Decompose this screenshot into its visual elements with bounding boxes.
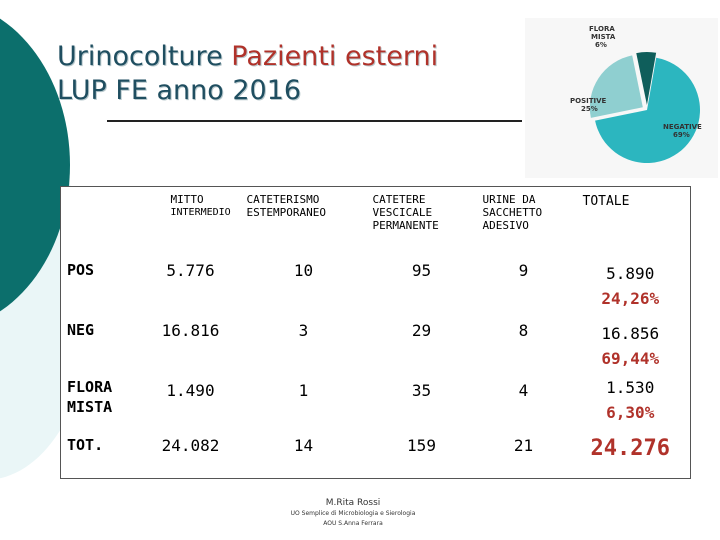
table-row-tot xyxy=(61,426,691,479)
cell-mitto: 5.776 xyxy=(166,261,215,280)
table-header-row xyxy=(61,187,691,252)
author-name: M.Rita Rossi xyxy=(325,498,381,508)
pie-label-positive: POSITIVE xyxy=(570,97,607,105)
cell-urine: 9 xyxy=(518,261,529,280)
title-line-1 xyxy=(57,40,438,74)
header-catv-line1: CATETERE xyxy=(372,193,426,206)
total-percent: 6,30% xyxy=(606,403,655,422)
cell-mitto: 1.490 xyxy=(166,381,215,400)
author-unit: UO Semplice di Microbiologia e Sierologia xyxy=(290,510,416,517)
row-label-line1: FLORA xyxy=(67,378,113,396)
pie-chart xyxy=(525,18,718,178)
header-mitto xyxy=(141,187,241,252)
cell-totale xyxy=(571,311,691,371)
cell-catetere: 159 xyxy=(407,436,436,455)
pie-label-negative: NEGATIVE xyxy=(663,123,702,131)
title-line-2: LUP FE anno 2016 xyxy=(57,75,302,106)
cell-catetere: 35 xyxy=(411,381,432,400)
pie-label-negative-pct: 69% xyxy=(673,131,690,139)
cell-catetere: 29 xyxy=(411,321,432,340)
row-label: TOT. xyxy=(67,436,104,454)
total-value: 5.890 xyxy=(606,264,655,283)
cell-urine: 8 xyxy=(518,321,529,340)
row-label xyxy=(61,371,141,426)
cell-mitto: 16.816 xyxy=(161,321,220,340)
cell-catetere: 95 xyxy=(411,261,432,280)
cell-totale xyxy=(571,371,691,426)
cell-mitto: 24.082 xyxy=(161,436,220,455)
pie-slice-positive xyxy=(590,55,643,118)
header-totale: TOTALE xyxy=(582,194,630,209)
pie-label-positive-pct: 25% xyxy=(581,105,598,113)
row-label: NEG xyxy=(67,321,95,339)
row-label-line2: MISTA xyxy=(67,398,113,416)
title-underline xyxy=(107,120,522,122)
header-catetere xyxy=(367,187,477,252)
row-label: POS xyxy=(67,261,95,279)
author-organization: AOU S.Anna Ferrara xyxy=(323,520,383,527)
cell-cateterismo: 3 xyxy=(298,321,309,340)
table-row-pos xyxy=(61,251,691,311)
title-accent: Pazienti esterni xyxy=(231,41,439,72)
table-row-neg xyxy=(61,311,691,371)
total-value: 16.856 xyxy=(601,324,660,343)
total-value: 1.530 xyxy=(606,378,655,397)
table-row-flora-mista xyxy=(61,371,691,426)
header-urine-line3: ADESIVO xyxy=(482,219,529,232)
header-catv-line2: VESCICALE xyxy=(372,206,433,219)
total-percent: 69,44% xyxy=(601,349,660,368)
author-credit xyxy=(258,497,448,529)
slide-title xyxy=(57,40,438,108)
cell-urine: 21 xyxy=(513,436,534,455)
pie-chart-svg xyxy=(525,18,718,178)
header-cat-line2: ESTEMPORANEO xyxy=(246,206,326,219)
pie-label-flora-line2: MISTA xyxy=(591,33,616,41)
total-percent: 24,26% xyxy=(601,289,660,308)
pie-label-flora-line1: FLORA xyxy=(589,25,615,33)
title-word-1: Urinocolture xyxy=(57,41,223,72)
header-mitto-line2: INTERMEDIO xyxy=(170,207,231,218)
grand-total: 24.276 xyxy=(590,436,670,461)
cell-cateterismo: 1 xyxy=(298,381,309,400)
cell-cateterismo: 14 xyxy=(293,436,314,455)
cell-totale xyxy=(571,251,691,311)
header-empty-cell xyxy=(61,187,141,252)
header-cat-line1: CATETERISMO xyxy=(246,193,320,206)
cell-urine: 4 xyxy=(518,381,529,400)
results-table xyxy=(60,186,691,479)
header-cateterismo xyxy=(241,187,367,252)
header-urine xyxy=(477,187,571,252)
cell-cateterismo: 10 xyxy=(293,261,314,280)
pie-label-flora-pct: 6% xyxy=(595,41,607,49)
header-catv-line3: PERMANENTE xyxy=(372,219,439,232)
cell-totale xyxy=(571,426,691,479)
header-mitto-line1: MITTO xyxy=(170,193,204,206)
header-urine-line2: SACCHETTO xyxy=(482,206,543,219)
header-urine-line1: URINE DA xyxy=(482,193,536,206)
